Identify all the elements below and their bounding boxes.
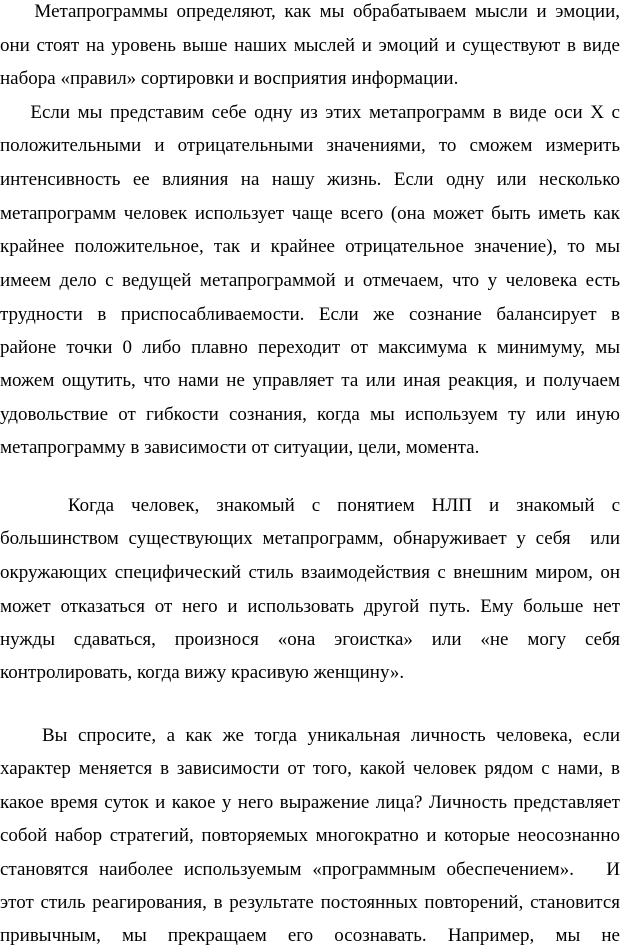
text-line: можем ощутить, что нами не управляет та или иная реакция, и получаем (0, 370, 620, 391)
text-line: имеем дело с ведущей метапрограммой и отмечаем, что у человека есть (0, 270, 620, 291)
text-line: трудности в приспосабливаемости. Если же сознание балансирует в (0, 304, 620, 325)
text-line: характер меняется в зависимости от того, какой человек рядом с нами, в (0, 758, 620, 779)
text-line: Когда человек, знакомый с понятием НЛП и знакомый с (0, 495, 620, 516)
text-line: контролировать, когда вижу красивую женщину». (0, 662, 405, 683)
text-line: метапрограмму в зависимости от ситуации, цели, момента. (0, 437, 480, 458)
text-line: Метапрограммы определяют, как мы обрабатываем мысли и эмоции, (0, 1, 620, 22)
text-line: какое время суток и какое у него выражение лица? Личность представляет (0, 792, 620, 813)
text-line: привычным, мы прекращаем его осознавать. Например, мы не (0, 925, 620, 946)
text-line: может отказаться от него и использовать другой путь. Ему больше нет (0, 596, 620, 617)
text-line: интенсивность ее влияния на нашу жизнь. Если одну или несколько (0, 169, 620, 190)
text-line: крайнее положительное, так и крайнее отрицательное значение), то мы (0, 236, 620, 257)
text-line: Вы спросите, а как же тогда уникальная личность человека, если (0, 725, 620, 746)
text-line: Если мы представим себе одну из этих метапрограмм в виде оси X с (0, 102, 620, 123)
text-line: положительными и отрицательными значениями, то сможем измерить (0, 135, 620, 156)
text-line: большинством существующих метапрограмм, обнаруживает у себя или (0, 528, 620, 549)
text-line: удовольствие от гибкости сознания, когда мы используем ту или иную (0, 404, 620, 425)
text-line: окружающих специфический стиль взаимодействия с внешним миром, он (0, 562, 620, 583)
text-line: набора «правил» сортировки и восприятия информации. (0, 68, 459, 89)
text-line: этот стиль реагирования, в результате постоянных повторений, становится (0, 892, 620, 913)
text-line: районе точки 0 либо плавно переходит от максимума к минимуму, мы (0, 337, 620, 358)
text-line: метапрограмм человек использует чаще всего (она может быть иметь как (0, 203, 620, 224)
text-line: нужды сдаваться, произнося «она эгоистка» или «не могу себя (0, 629, 620, 650)
text-line: собой набор стратегий, повторяемых многократно и которые неосознанно (0, 825, 620, 846)
text-line: они стоят на уровень выше наших мыслей и эмоций и существуют в виде (0, 35, 620, 56)
text-line: становятся наиболее используемым «программным обеспечением». И (0, 859, 620, 880)
